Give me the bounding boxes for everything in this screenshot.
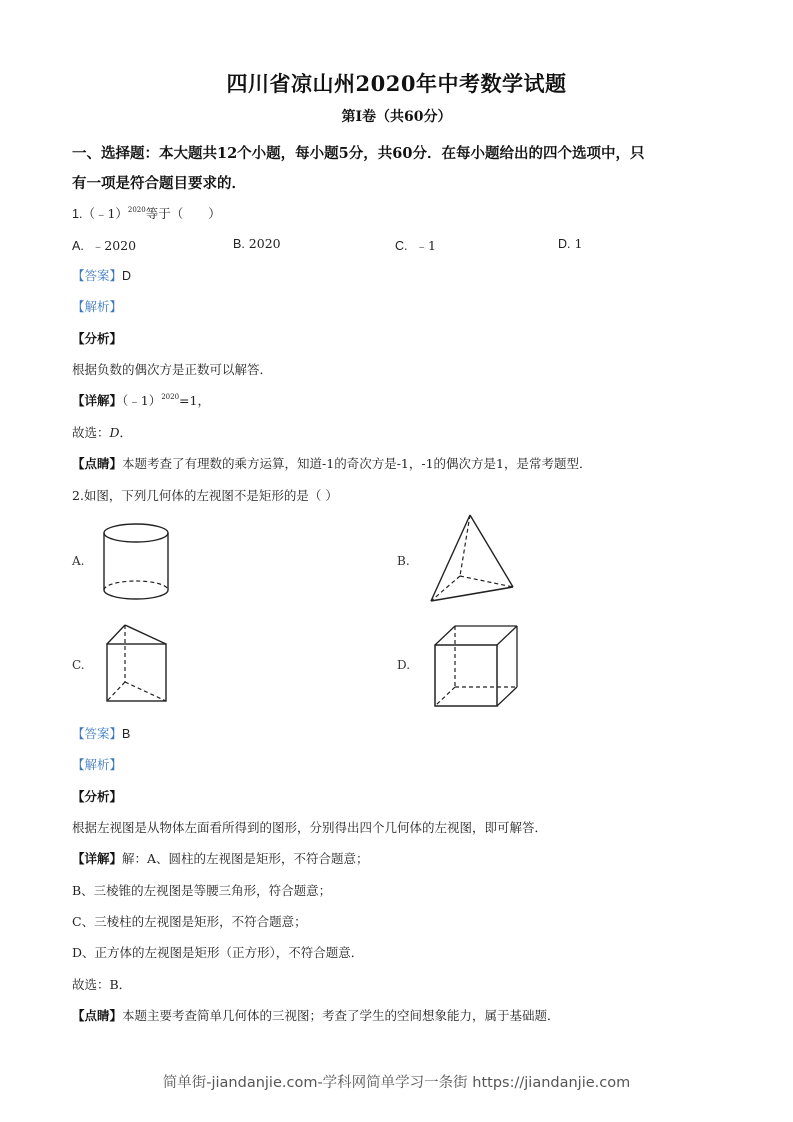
cylinder-figure — [100, 518, 175, 603]
q1-answer — [72, 266, 131, 284]
q1-answer-value: D — [122, 269, 132, 283]
q1-guxuan: 故选：D． — [72, 425, 133, 440]
q2-figure-b-label: B. — [397, 554, 410, 568]
q1-dianjing: 【点睛】本题考查了有理数的乘方运算，知道-1的奇次方是-1，-1的偶次方是1，是常考题型． — [72, 456, 592, 471]
triangular-pyramid-figure — [425, 512, 520, 607]
q1-xiangjie: 【详解】（﹣1）$^{2020}$=1， — [72, 393, 210, 408]
cube-figure — [433, 624, 521, 709]
q1-option-d: D. 1 — [558, 236, 583, 251]
q1-option-c: C. ﹣1 — [395, 238, 436, 253]
q2-stem: 2.如图，下列几何体的左视图不是矩形的是（ ） — [72, 488, 338, 503]
q2-fenxi-text: 根据左视图是从物体左面看所得到的图形，分别得出四个几何体的左视图，即可解答． — [72, 820, 548, 835]
q2-figure-c-label: C. — [72, 658, 85, 672]
section-heading-line1: 一、选择题：本大题共12个小题，每小题5分，共60分．在每小题给出的四个选项中，只 — [72, 145, 645, 162]
q1-option-a: A. ﹣2020 — [72, 238, 137, 253]
q2-answer-value: B — [122, 727, 131, 741]
document-title: 四川省凉山州2020年中考数学试题 — [226, 71, 567, 96]
q2-xiangjie-line3: C、三棱柱的左视图是矩形，不符合题意； — [72, 914, 307, 929]
footer-watermark: 简单街-jiandanjie.com-学科网简单学习一条街 https://jiandanjie.com — [162, 1075, 631, 1091]
q1-stem-base: （﹣1） — [82, 206, 128, 221]
q2-dianjing: 【点睛】本题主要考查简单几何体的三视图；考查了学生的空间想象能力，属于基础题． — [72, 1008, 560, 1023]
q1-number: 1. — [72, 207, 83, 221]
q1-stem-tail: 等于（ ） — [145, 206, 221, 221]
q2-answer — [72, 724, 130, 742]
triangular-prism-figure — [105, 622, 170, 704]
q2-xiangjie-line4: D、正方体的左视图是矩形（正方形），不符合题意． — [72, 945, 364, 960]
q1-analysis-tag: 【解析】 — [72, 299, 123, 314]
q2-figure-a-label: A. — [72, 554, 85, 568]
section-heading-line2: 有一项是符合题目要求的． — [72, 175, 246, 192]
q1-stem — [72, 204, 221, 222]
q2-answer-tag: 【答案】 — [72, 726, 123, 741]
q1-option-b: B. 2020 — [233, 236, 281, 251]
q2-xiangjie-line2: B、三棱锥的左视图是等腰三角形，符合题意； — [72, 883, 332, 898]
q2-analysis-tag: 【解析】 — [72, 757, 123, 772]
q1-fenxi-text: 根据负数的偶次方是正数可以解答． — [72, 362, 273, 377]
document-subtitle: 第Ⅰ卷（共60分） — [341, 109, 452, 125]
q1-answer-tag: 【答案】 — [72, 268, 123, 283]
q1-stem-exponent: 2020 — [127, 206, 146, 214]
q1-fenxi-tag: 【分析】 — [72, 331, 123, 346]
q2-figure-d-label: D. — [397, 658, 411, 672]
q2-guxuan: 故选：B． — [72, 977, 132, 992]
q2-fenxi-tag: 【分析】 — [72, 789, 123, 804]
q2-xiangjie-line1: 【详解】解：A、圆柱的左视图是矩形，不符合题意； — [72, 851, 369, 866]
